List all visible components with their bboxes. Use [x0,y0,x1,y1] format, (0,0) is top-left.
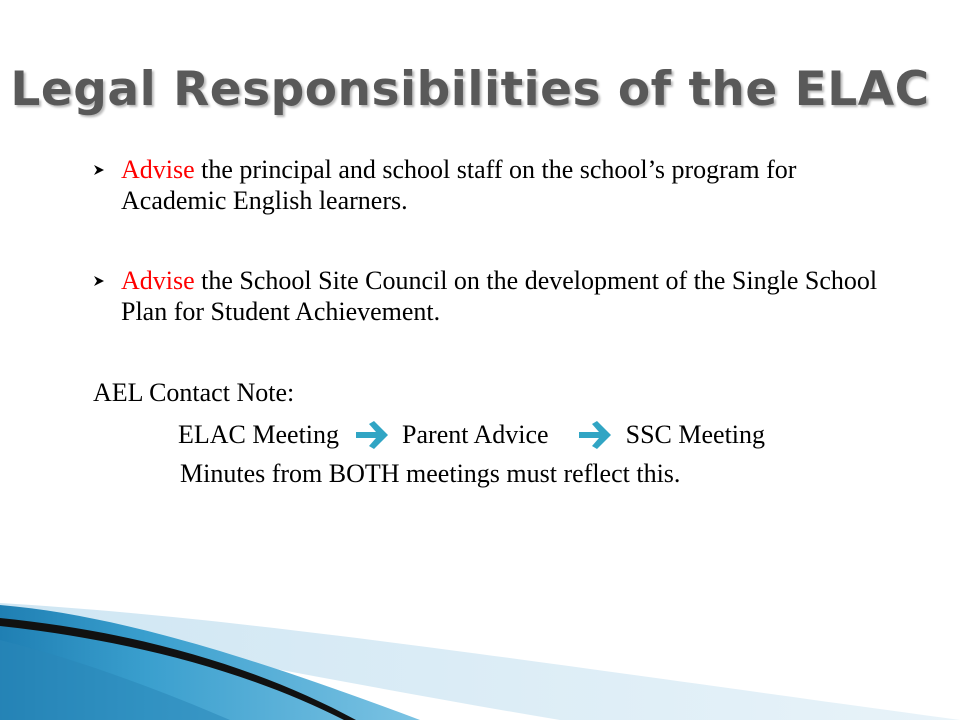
bullet-item-2 [93,265,883,327]
slide-title: Legal Responsibilities of the ELAC [10,62,930,117]
right-arrow-icon [577,420,613,450]
flow-step-ssc-meeting: SSC Meeting [625,420,766,450]
right-arrow-icon [354,420,390,450]
bullet-accent-word: Advise [121,155,195,184]
bullet-body: the School Site Council on the development of the Single School Plan for Student Achievement. [121,266,878,326]
arrowhead-bullet-icon [93,164,105,176]
note-label: AEL Contact Note: [93,378,295,407]
meeting-flow [178,418,765,454]
bullet-accent-word: Advise [121,266,195,295]
arrowhead-bullet-icon [93,275,105,287]
bullet-text [93,265,883,327]
bullet-text [93,154,883,216]
flow-step-elac-meeting: ELAC Meeting [178,420,340,450]
minutes-note: Minutes from BOTH meetings must reflect this. [180,459,681,488]
flow-step-parent-advice: Parent Advice [402,420,549,450]
bullet-body: the principal and school staff on the school’s program for Academic English learners. [121,155,797,215]
bullet-item-1 [93,154,883,216]
